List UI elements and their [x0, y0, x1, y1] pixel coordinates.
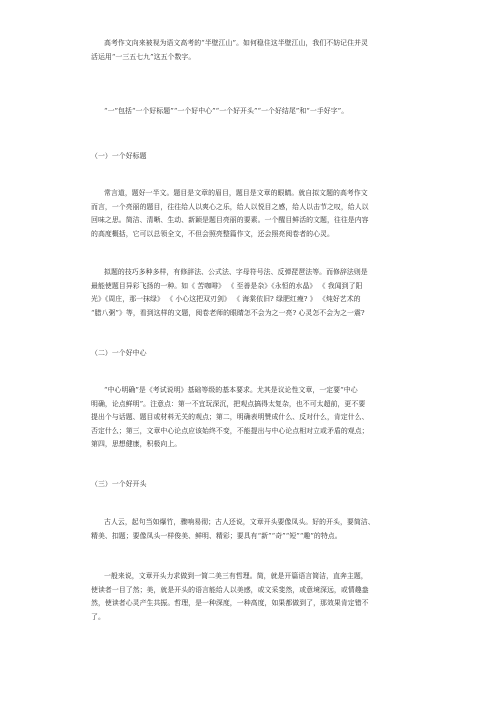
text-line: 古人云，起句当如爆竹，骤响易彻；古人还说，文章开头要像凤头。好的开头，要简洁、: [104, 518, 375, 526]
title-paragraph-2: [91, 266, 407, 320]
text-line: “腊八粥”》等，看到这样的文题，阅卷老师的眼睛怎不会为之一亮? 心灵怎不会为之一震?: [91, 308, 365, 317]
text-line: 回味之思。简洁、清晰、生动、新颖是题目亮丽的要素。一个醒目鲜活的文题，往往是内容: [91, 216, 369, 225]
heading-text: （一）一个好标题: [91, 152, 147, 160]
section-heading-center: [91, 347, 407, 361]
text-line: “一”包括“一个好标题”“一个好中心”“一个好开头”“一个好结尾”和“一手好字”。: [104, 107, 349, 115]
text-line: 然，使读者心灵产生共振。哲理，是一种深度，一种高度，如果都做到了，那效果肯定错不: [91, 599, 369, 608]
opening-paragraph-2: [91, 570, 407, 624]
text-line: 明确，论点鲜明”。注意点：第一不宜玩深沉，把观点搞得太复杂，也不可太超前，更不要: [91, 399, 366, 408]
section-heading-title: [91, 150, 407, 164]
text-line: 提出个与话题、题目或材料无关的观点；第二，明确表明赞成什么、反对什么，肯定什么、: [91, 413, 369, 422]
heading-text: （三）一个好开头: [91, 480, 147, 488]
text-line: 否定什么；第三，文章中心论点应该始终不变，不能提出与中心论点相对立或矛盾的观点；: [91, 426, 369, 435]
text-line: 使读者一目了然；美，就是开头的语言能给人以美感，或文采斐然，或意境深远，或情趣盎: [91, 585, 369, 594]
text-line: 了。: [91, 612, 105, 621]
text-line: 拟题的技巧多种多样，有修辞法、公式法、字母符号法、反弹琵琶法等。而修辞法则是: [104, 268, 368, 276]
opening-paragraph-1: [91, 516, 407, 543]
intro-paragraph: [91, 37, 407, 64]
text-line: 最能使题目异彩飞扬的一种。如《 苦咖啡》 《 至善是杂》《永恒的水晶》 《 我闻到了阳: [91, 281, 363, 290]
text-line: 活运用“一三五七九”这五个数字。: [91, 52, 196, 61]
text-line: 第四，思想健康，积极向上。: [91, 440, 182, 449]
text-line: 而言，一个亮丽的题目，往往给人以爽心之乐，给人以悦目之感，给人以击节之叹，给人以: [91, 202, 369, 211]
text-line: 的高度概括，它可以总领全文，不但会照亮整篇作文，还会照亮阅卷者的心灵。: [91, 229, 334, 238]
text-line: 精美、扣题；要像凤头一样俊美、鲜明、精彩；要具有“新”“奇”“短”“趣”的特点。: [91, 531, 342, 540]
text-line: 一般来说，文章开头力求做到一简二美三有哲理。简，就是开篇语言简洁，直奔主题，: [104, 572, 368, 580]
five-items-paragraph: [91, 105, 407, 119]
section-heading-opening: [91, 478, 407, 492]
text-line: “中心明确”是《考试说明》基础等级的基本要求。尤其是议论性文章，一定要“中心: [104, 386, 358, 394]
text-line: 常言道，题好一半文。题目是文章的眉目，题目是文章的眼睛。就自拟文题的高考作文: [104, 189, 368, 197]
text-line: 光》《周庄，那一抹绿》 《 小心这把双刃剑》 《 海棠依旧? 绿肥红瘦? 》 《炖好艺术的: [91, 295, 361, 304]
title-paragraph-1: [91, 187, 407, 241]
text-line: 高考作文向来被视为语文高考的“半壁江山”。如何稳住这半壁江山，我们不妨记住并灵: [104, 39, 368, 47]
center-paragraph: [91, 384, 407, 452]
heading-text: （二）一个好中心: [91, 349, 147, 357]
